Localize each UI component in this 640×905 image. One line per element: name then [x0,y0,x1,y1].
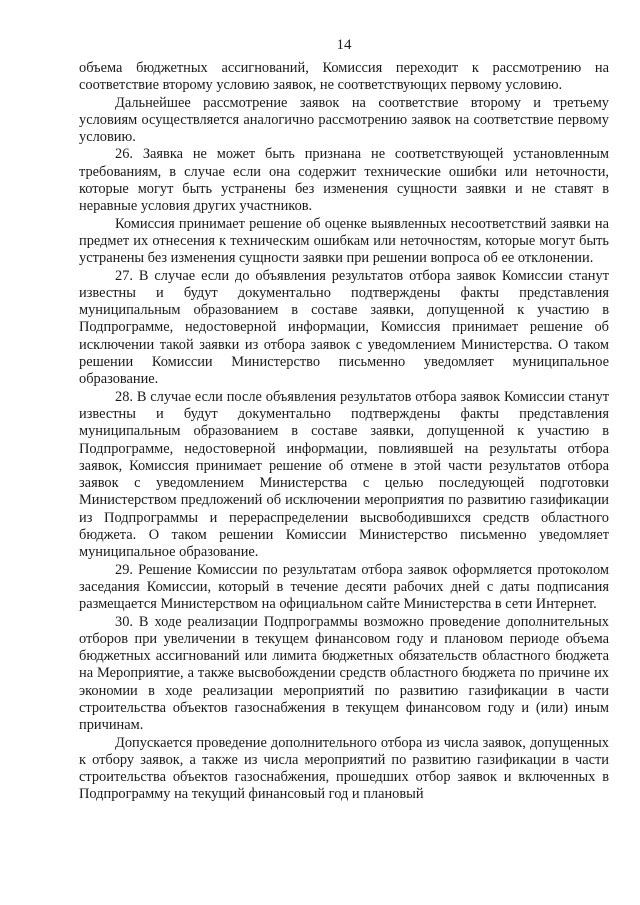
paragraph-item-29: 29. Решение Комиссии по результатам отбора заявок оформляется протоколом заседания Комиссии, который в течение десяти рабочих дней с даты подписания размещается Министерством на официальном сайте Министерства в сети Интернет. [79,561,609,613]
paragraph-additional-selection: Допускается проведение дополнительного отбора из числа заявок, допущенных к отбору заявок, а также из числа мероприятий по развитию газификации в части строительства объектов газоснабжения, прошедших отбор заявок и включенных в Подпрограмму на текущий финансовый год и плановый [79,734,609,803]
document-page [79,36,609,804]
paragraph-item-26: 26. Заявка не может быть признана не соответствующей установленным требованиям, в случае если она содержит технические ошибки или неточности, которые могут быть устранены без изменения сущности заявки и не ставят в неравные условия других участников. [79,146,609,215]
page-number: 14 [336,37,352,53]
paragraph-item-28: 28. В случае если после объявления результатов отбора заявок Комиссии станут известны и будут документально подтверждены факты представления муниципальным образованием в составе заявки, допущенной к участию в Подпрограмме, недостоверной информации, повлиявшей на результаты отбора заявок, Комиссия принимает решение об отмене в этой части результатов отбора заявок с уведомлением Министерства с целью последующей подготовки Министерством предложений об исключении мероприятия по развитию газификации из Подпрограммы и перераспределении высвободившихся средств областного бюджета. О таком решении Комиссии Министерство письменно уведомляет муниципальное образование. [79,388,609,561]
paragraph-item-27: 27. В случае если до объявления результатов отбора заявок Комиссии станут известны и будут документально подтверждены факты представления муниципальным образованием в составе заявки, допущенной к участию в Подпрограмме, недостоверной информации, Комиссия принимает решение об исключении такой заявки из отбора заявок с уведомлением Министерства. О таком решении Комиссии Министерство письменно уведомляет муниципальное образование. [79,267,609,388]
paragraph-continuation: объема бюджетных ассигнований, Комиссия переходит к рассмотрению на соответствие второму условию заявок, не соответствующих первому условию. [79,60,609,94]
paragraph-item-30: 30. В ходе реализации Подпрограммы возможно проведение дополнительных отборов при увеличении в текущем финансовом году и плановом периоде объема бюджетных ассигнований или лимита бюджетных обязательств областного бюджета на Мероприятие, а также высвобождении средств областного бюджета по причине их экономии в ходе реализации мероприятий по развитию газификации в части строительства объектов газоснабжения в текущем финансовом году и (или) иным причинам. [79,613,609,734]
paragraph-further-review: Дальнейшее рассмотрение заявок на соответствие второму и третьему условиям осуществляется аналогично рассмотрению заявок на соответствие первому условию. [79,94,609,146]
paragraph-commission-decision: Комиссия принимает решение об оценке выявленных несоответствий заявки на предмет их отнесения к техническим ошибкам или неточностям, которые могут быть устранены без изменения сущности заявки при решении вопроса об ее отклонении. [79,215,609,267]
